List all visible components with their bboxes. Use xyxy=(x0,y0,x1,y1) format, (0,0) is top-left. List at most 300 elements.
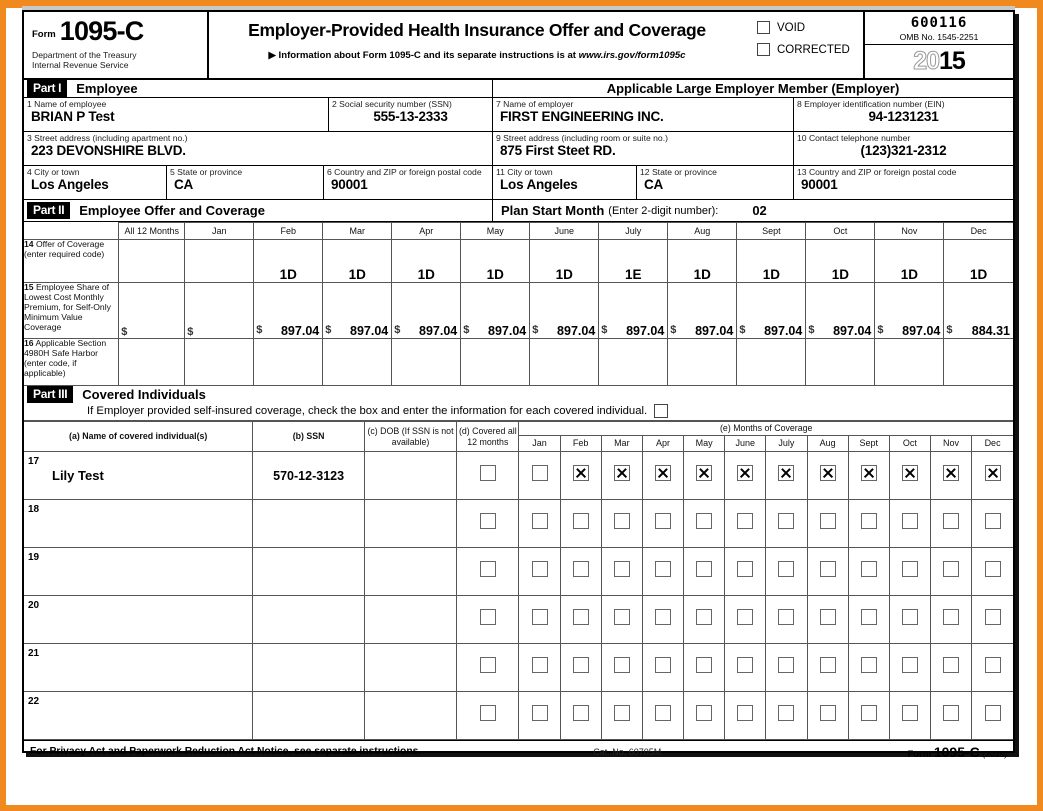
line16-feb[interactable] xyxy=(254,339,323,386)
month-checkbox[interactable] xyxy=(737,561,753,577)
line16-nov[interactable] xyxy=(875,339,944,386)
month-checkbox[interactable] xyxy=(985,705,1001,721)
line15-number: 15 xyxy=(24,282,34,292)
month-checkbox-cell-nov[interactable] xyxy=(930,596,971,644)
month-checkbox-cell-jan[interactable] xyxy=(519,596,560,644)
covered-ssn-cell[interactable] xyxy=(253,596,364,644)
field-4-label: 4 City or town xyxy=(27,167,80,177)
month-checkbox[interactable] xyxy=(614,657,630,673)
month-checkbox-cell-may[interactable] xyxy=(684,692,725,740)
line16-apr[interactable] xyxy=(392,339,461,386)
month-checkbox[interactable] xyxy=(655,657,671,673)
month-checkbox-cell-feb[interactable] xyxy=(560,500,601,548)
part2-corner-cell xyxy=(24,223,119,240)
month-checkbox-cell-nov[interactable] xyxy=(930,500,971,548)
month-checkbox-cell-may[interactable] xyxy=(684,500,725,548)
month-checkbox-cell-aug[interactable] xyxy=(807,692,848,740)
month-checkbox[interactable] xyxy=(778,465,794,481)
line14-label: Offer of Coverage (enter required code) xyxy=(24,239,105,259)
month-checkbox-cell-dec[interactable] xyxy=(972,692,1013,740)
month-checkbox[interactable] xyxy=(696,609,712,625)
col-b-label: (b) SSN xyxy=(292,431,325,442)
month-checkbox[interactable] xyxy=(820,465,836,481)
month-checkbox-cell-feb[interactable] xyxy=(560,644,601,692)
line14-nov[interactable]: 1D xyxy=(875,240,944,283)
field-employee-name[interactable] xyxy=(24,98,329,131)
page-title: Employer-Provided Health Insurance Offer and Coverage xyxy=(248,20,706,40)
month-checkbox[interactable] xyxy=(614,465,630,481)
month-checkbox-cell-may[interactable] xyxy=(684,596,725,644)
privacy-notice: For Privacy Act and Paperwork Reduction Act Notice, see separate instructions. xyxy=(30,746,422,757)
month-checkbox[interactable] xyxy=(655,609,671,625)
form-header xyxy=(24,12,1013,80)
covered-name-cell[interactable] xyxy=(24,452,253,500)
line14-jan[interactable] xyxy=(185,240,254,283)
line15-label: Employee Share of Lowest Cost Monthly Premium, for Self-Only Minimum Value Coverage xyxy=(24,282,111,332)
line14-sept[interactable]: 1D xyxy=(737,240,806,283)
row-number: 19 xyxy=(28,552,40,563)
month-checkbox[interactable] xyxy=(820,657,836,673)
field-employee-state[interactable] xyxy=(167,166,324,199)
month-checkbox[interactable] xyxy=(902,465,918,481)
line15-oct[interactable] xyxy=(806,283,875,339)
month-checkbox-cell-jan[interactable] xyxy=(519,548,560,596)
covered-all12-cell[interactable] xyxy=(457,500,519,548)
month-checkbox-cell-dec[interactable] xyxy=(972,500,1013,548)
line15-july-amount: 897.04 xyxy=(626,324,665,338)
all12-checkbox[interactable] xyxy=(480,609,496,625)
month-checkbox-cell-nov[interactable] xyxy=(930,692,971,740)
month-checkbox-cell-dec[interactable] xyxy=(972,644,1013,692)
month-checkbox[interactable] xyxy=(737,465,753,481)
part3-title: Covered Individuals xyxy=(82,387,206,402)
month-checkbox[interactable] xyxy=(532,609,548,625)
covered-name-value xyxy=(24,708,52,723)
month-checkbox[interactable] xyxy=(861,561,877,577)
void-row[interactable] xyxy=(757,21,863,34)
all12-checkbox[interactable] xyxy=(480,657,496,673)
employer-section-title: Applicable Large Employer Member (Employer) xyxy=(606,81,900,96)
covered-all12-cell[interactable] xyxy=(457,644,519,692)
covered-name-value xyxy=(24,612,52,627)
month-checkbox-cell-aug[interactable] xyxy=(807,644,848,692)
line15-label-cell xyxy=(24,283,119,339)
field-employer-name[interactable] xyxy=(493,98,794,131)
month-checkbox-cell-nov[interactable] xyxy=(930,644,971,692)
covered-name-cell[interactable] xyxy=(24,548,253,596)
month-checkbox-cell-july[interactable] xyxy=(766,500,807,548)
month-checkbox[interactable] xyxy=(696,465,712,481)
month-checkbox-cell-oct[interactable] xyxy=(889,644,930,692)
covered-dob-cell[interactable] xyxy=(364,452,456,500)
line15-all12[interactable] xyxy=(119,283,185,339)
month-checkbox-cell-aug[interactable] xyxy=(807,452,848,500)
month-checkbox[interactable] xyxy=(655,513,671,529)
month-checkbox-cell-jan[interactable] xyxy=(519,644,560,692)
month-checkbox[interactable] xyxy=(820,561,836,577)
col-c-label: (c) DOB (If SSN is not available) xyxy=(367,426,454,447)
form-identity-block xyxy=(24,12,209,78)
instructions-text: ▶ Information about Form 1095-C and its separate instructions is at xyxy=(268,50,579,61)
line14-oct[interactable]: 1D xyxy=(806,240,875,283)
month-checkbox-cell-jan[interactable] xyxy=(519,692,560,740)
month-checkbox-cell-mar[interactable] xyxy=(601,692,642,740)
all12-checkbox[interactable] xyxy=(480,465,496,481)
line15-mar[interactable] xyxy=(323,283,392,339)
month-checkbox[interactable] xyxy=(696,705,712,721)
part1-tag: Part I xyxy=(27,80,67,97)
line15-sept[interactable] xyxy=(737,283,806,339)
month-checkbox[interactable] xyxy=(778,513,794,529)
field-2-value: 555-13-2333 xyxy=(373,108,448,124)
field-9-value: 875 First Steet RD. xyxy=(500,142,616,158)
line15-dec[interactable] xyxy=(944,283,1013,339)
covered-name-value xyxy=(24,660,52,675)
month-checkbox-cell-sept[interactable] xyxy=(848,644,889,692)
month-checkbox-cell-aug[interactable] xyxy=(807,500,848,548)
month-checkbox-cell-july[interactable] xyxy=(766,548,807,596)
part2-col-june: June xyxy=(530,223,599,240)
part3-col-all12 xyxy=(457,422,519,452)
month-checkbox[interactable] xyxy=(902,561,918,577)
ocr-code: 600116 xyxy=(910,15,968,31)
month-checkbox[interactable] xyxy=(614,513,630,529)
month-checkbox[interactable] xyxy=(532,705,548,721)
table-row xyxy=(24,548,1013,596)
line16-jan[interactable] xyxy=(185,339,254,386)
irs-url: www.irs.gov/form1095c xyxy=(578,50,686,61)
month-checkbox[interactable] xyxy=(861,513,877,529)
covered-all12-cell[interactable] xyxy=(457,692,519,740)
row-number: 18 xyxy=(28,504,40,515)
month-checkbox-cell-apr[interactable] xyxy=(642,452,683,500)
field-employer-ein[interactable] xyxy=(794,98,1013,131)
currency-symbol: $ xyxy=(601,324,608,336)
tax-year-suffix: 15 xyxy=(939,47,965,75)
field-employer-phone[interactable] xyxy=(794,132,1013,165)
field-8-value: 94-1231231 xyxy=(868,108,939,124)
month-checkbox[interactable] xyxy=(737,609,753,625)
field-employer-zip[interactable] xyxy=(794,166,1013,199)
covered-ssn-cell[interactable] xyxy=(253,500,364,548)
corrected-checkbox[interactable] xyxy=(757,43,770,56)
corrected-row[interactable] xyxy=(757,43,863,56)
line16-all12[interactable] xyxy=(119,339,185,386)
month-checkbox-cell-nov[interactable] xyxy=(930,548,971,596)
month-checkbox[interactable] xyxy=(861,465,877,481)
line15-feb[interactable] xyxy=(254,283,323,339)
month-checkbox-cell-sept[interactable] xyxy=(848,500,889,548)
currency-symbol: $ xyxy=(946,324,953,336)
month-checkbox-cell-sept[interactable] xyxy=(848,548,889,596)
month-checkbox-cell-june[interactable] xyxy=(725,644,766,692)
footer-form-word: Form xyxy=(907,748,932,760)
line15-nov[interactable] xyxy=(875,283,944,339)
plan-start-month-field[interactable] xyxy=(493,203,1013,218)
month-checkbox[interactable] xyxy=(696,561,712,577)
month-checkbox[interactable] xyxy=(614,705,630,721)
part3-month-june: June xyxy=(725,435,766,451)
currency-symbol: $ xyxy=(877,324,884,336)
line14-dec[interactable]: 1D xyxy=(944,240,1013,283)
month-checkbox[interactable] xyxy=(943,705,959,721)
line15-sept-amount: 897.04 xyxy=(764,324,803,338)
month-checkbox-cell-dec[interactable] xyxy=(972,596,1013,644)
month-checkbox-cell-june[interactable] xyxy=(725,452,766,500)
part2-col-sept: Sept xyxy=(737,223,806,240)
covered-dob-cell[interactable] xyxy=(364,596,456,644)
month-checkbox-cell-aug[interactable] xyxy=(807,596,848,644)
line14-june[interactable]: 1D xyxy=(530,240,599,283)
line15-june[interactable] xyxy=(530,283,599,339)
month-checkbox[interactable] xyxy=(902,657,918,673)
month-checkbox[interactable] xyxy=(820,513,836,529)
month-checkbox[interactable] xyxy=(985,657,1001,673)
month-checkbox[interactable] xyxy=(778,705,794,721)
month-checkbox-cell-july[interactable] xyxy=(766,644,807,692)
field-employer-city[interactable] xyxy=(493,166,637,199)
month-checkbox-cell-jan[interactable] xyxy=(519,500,560,548)
self-insured-checkbox[interactable] xyxy=(654,404,668,418)
line14-may[interactable]: 1D xyxy=(461,240,530,283)
covered-ssn-cell[interactable] xyxy=(253,548,364,596)
month-checkbox[interactable] xyxy=(532,561,548,577)
line14-july[interactable]: 1E xyxy=(599,240,668,283)
line14-mar[interactable]: 1D xyxy=(323,240,392,283)
month-checkbox[interactable] xyxy=(820,609,836,625)
line15-dec-amount: 884.31 xyxy=(971,324,1010,338)
month-checkbox[interactable] xyxy=(861,657,877,673)
month-checkbox-cell-feb[interactable] xyxy=(560,452,601,500)
line14-aug[interactable]: 1D xyxy=(668,240,737,283)
month-checkbox-cell-july[interactable] xyxy=(766,692,807,740)
covered-name-cell[interactable] xyxy=(24,596,253,644)
month-checkbox-cell-apr[interactable] xyxy=(642,500,683,548)
table-row xyxy=(24,500,1013,548)
month-checkbox-cell-mar[interactable] xyxy=(601,452,642,500)
month-checkbox-cell-oct[interactable] xyxy=(889,596,930,644)
month-checkbox-cell-mar[interactable] xyxy=(601,596,642,644)
month-checkbox[interactable] xyxy=(573,513,589,529)
form-instructions-line xyxy=(209,50,745,61)
part2-col-july: July xyxy=(599,223,668,240)
month-checkbox[interactable] xyxy=(778,657,794,673)
month-checkbox-cell-nov[interactable] xyxy=(930,452,971,500)
line14-all12[interactable] xyxy=(119,240,185,283)
month-checkbox[interactable] xyxy=(573,657,589,673)
field-employer-state[interactable] xyxy=(637,166,794,199)
field-8-label: 8 Employer identification number (EIN) xyxy=(797,99,945,109)
month-checkbox-cell-feb[interactable] xyxy=(560,548,601,596)
currency-symbol: $ xyxy=(187,326,194,338)
line15-aug[interactable] xyxy=(668,283,737,339)
covered-ssn-cell[interactable]: 570-12-3123 xyxy=(253,452,364,500)
month-checkbox[interactable] xyxy=(573,561,589,577)
month-checkbox[interactable] xyxy=(778,609,794,625)
month-checkbox-cell-sept[interactable] xyxy=(848,596,889,644)
month-checkbox[interactable] xyxy=(985,513,1001,529)
month-checkbox[interactable] xyxy=(737,705,753,721)
month-checkbox-cell-july[interactable] xyxy=(766,452,807,500)
month-checkbox-cell-dec[interactable] xyxy=(972,452,1013,500)
field-12-value: CA xyxy=(644,176,664,192)
month-checkbox-cell-feb[interactable] xyxy=(560,596,601,644)
month-checkbox[interactable] xyxy=(532,657,548,673)
month-checkbox-cell-sept[interactable] xyxy=(848,452,889,500)
month-checkbox[interactable] xyxy=(943,657,959,673)
month-checkbox-cell-jan[interactable] xyxy=(519,452,560,500)
month-checkbox-cell-apr[interactable] xyxy=(642,596,683,644)
month-checkbox[interactable] xyxy=(696,513,712,529)
covered-ssn-cell[interactable] xyxy=(253,692,364,740)
field-employee-zip[interactable] xyxy=(324,166,493,199)
month-checkbox-cell-june[interactable] xyxy=(725,548,766,596)
month-checkbox[interactable] xyxy=(614,561,630,577)
month-checkbox[interactable] xyxy=(985,465,1001,481)
all12-checkbox[interactable] xyxy=(480,513,496,529)
month-checkbox-cell-may[interactable] xyxy=(684,548,725,596)
covered-name-cell[interactable] xyxy=(24,500,253,548)
month-checkbox-cell-apr[interactable] xyxy=(642,692,683,740)
covered-dob-cell[interactable] xyxy=(364,500,456,548)
covered-all12-cell[interactable] xyxy=(457,452,519,500)
department-line-1: Department of the Treasury xyxy=(32,50,137,60)
month-checkbox[interactable] xyxy=(820,705,836,721)
month-checkbox-cell-oct[interactable] xyxy=(889,692,930,740)
month-checkbox-cell-sept[interactable] xyxy=(848,692,889,740)
month-checkbox[interactable] xyxy=(655,705,671,721)
month-checkbox[interactable] xyxy=(902,609,918,625)
page-right-shadow xyxy=(1015,14,1019,757)
month-checkbox-cell-oct[interactable] xyxy=(889,500,930,548)
field-employee-ssn[interactable] xyxy=(329,98,493,131)
month-checkbox[interactable] xyxy=(573,465,589,481)
line16-dec[interactable] xyxy=(944,339,1013,386)
month-checkbox[interactable] xyxy=(943,561,959,577)
all12-checkbox[interactable] xyxy=(480,561,496,577)
month-checkbox[interactable] xyxy=(614,609,630,625)
currency-symbol: $ xyxy=(121,326,128,338)
part2-col-all12: All 12 Months xyxy=(119,223,185,240)
covered-name-cell[interactable] xyxy=(24,644,253,692)
covered-all12-cell[interactable] xyxy=(457,548,519,596)
field-4-value: Los Angeles xyxy=(31,176,109,192)
field-employee-street[interactable] xyxy=(24,132,493,165)
month-checkbox[interactable] xyxy=(985,561,1001,577)
month-checkbox-cell-may[interactable] xyxy=(684,644,725,692)
month-checkbox[interactable] xyxy=(737,513,753,529)
part3-month-may: May xyxy=(684,435,725,451)
line15-jan[interactable] xyxy=(185,283,254,339)
month-checkbox-cell-apr[interactable] xyxy=(642,644,683,692)
covered-name-value: Lily Test xyxy=(52,468,104,483)
month-checkbox-cell-dec[interactable] xyxy=(972,548,1013,596)
line16-mar[interactable] xyxy=(323,339,392,386)
line16-may[interactable] xyxy=(461,339,530,386)
omb-number: OMB No. 1545-2251 xyxy=(865,32,1013,45)
line16-sept[interactable] xyxy=(737,339,806,386)
field-11-value: Los Angeles xyxy=(500,176,578,192)
month-checkbox[interactable] xyxy=(985,609,1001,625)
line15-apr[interactable] xyxy=(392,283,461,339)
field-11-label: 11 City or town xyxy=(496,167,553,177)
covered-dob-cell[interactable] xyxy=(364,692,456,740)
month-checkbox[interactable] xyxy=(532,465,548,481)
month-checkbox-cell-mar[interactable] xyxy=(601,548,642,596)
month-checkbox[interactable] xyxy=(778,561,794,577)
void-checkbox[interactable] xyxy=(757,21,770,34)
month-checkbox[interactable] xyxy=(573,705,589,721)
month-checkbox[interactable] xyxy=(902,513,918,529)
plan-start-month-hint: (Enter 2-digit number): xyxy=(608,204,719,217)
line15-july[interactable] xyxy=(599,283,668,339)
corrected-label: CORRECTED xyxy=(777,43,850,56)
field-3-value: 223 DEVONSHIRE BLVD. xyxy=(31,142,186,158)
month-checkbox[interactable] xyxy=(943,465,959,481)
month-checkbox-cell-july[interactable] xyxy=(766,596,807,644)
month-checkbox[interactable] xyxy=(737,657,753,673)
month-checkbox-cell-mar[interactable] xyxy=(601,500,642,548)
field-employee-city[interactable] xyxy=(24,166,167,199)
line15-feb-amount: 897.04 xyxy=(280,324,320,338)
covered-dob-cell[interactable] xyxy=(364,548,456,596)
month-checkbox-cell-june[interactable] xyxy=(725,596,766,644)
month-checkbox[interactable] xyxy=(696,657,712,673)
month-checkbox[interactable] xyxy=(655,465,671,481)
line15-june-amount: 897.04 xyxy=(557,324,596,338)
line15-may[interactable] xyxy=(461,283,530,339)
month-checkbox-cell-june[interactable] xyxy=(725,500,766,548)
field-10-value: (123)321-2312 xyxy=(860,142,947,158)
month-checkbox-cell-feb[interactable] xyxy=(560,692,601,740)
month-checkbox-cell-june[interactable] xyxy=(725,692,766,740)
month-checkbox-cell-apr[interactable] xyxy=(642,548,683,596)
line14-apr[interactable]: 1D xyxy=(392,240,461,283)
all12-checkbox[interactable] xyxy=(480,705,496,721)
field-employer-street[interactable] xyxy=(493,132,794,165)
col-e-label: (e) Months of Coverage xyxy=(720,423,813,434)
field-9-label: 9 Street address (including room or suite no.) xyxy=(496,133,668,143)
month-checkbox-cell-may[interactable] xyxy=(684,452,725,500)
month-checkbox[interactable] xyxy=(861,609,877,625)
line15-oct-amount: 897.04 xyxy=(833,324,872,338)
month-checkbox[interactable] xyxy=(943,513,959,529)
covered-ssn-cell[interactable] xyxy=(253,644,364,692)
month-checkbox-cell-oct[interactable] xyxy=(889,548,930,596)
covered-dob-cell[interactable] xyxy=(364,644,456,692)
month-checkbox[interactable] xyxy=(532,513,548,529)
line14-feb[interactable]: 1D xyxy=(254,240,323,283)
line16-oct[interactable] xyxy=(806,339,875,386)
covered-all12-cell[interactable] xyxy=(457,596,519,644)
month-checkbox[interactable] xyxy=(573,609,589,625)
month-checkbox[interactable] xyxy=(943,609,959,625)
month-checkbox[interactable] xyxy=(655,561,671,577)
field-7-label: 7 Name of employer xyxy=(496,99,574,109)
month-checkbox-cell-aug[interactable] xyxy=(807,548,848,596)
month-checkbox[interactable] xyxy=(902,705,918,721)
month-checkbox[interactable] xyxy=(861,705,877,721)
line16-june[interactable] xyxy=(530,339,599,386)
covered-name-cell[interactable] xyxy=(24,692,253,740)
field-2-label: 2 Social security number (SSN) xyxy=(332,99,452,109)
line16-aug[interactable] xyxy=(668,339,737,386)
month-checkbox-cell-oct[interactable] xyxy=(889,452,930,500)
line16-july[interactable] xyxy=(599,339,668,386)
currency-symbol: $ xyxy=(463,324,470,336)
plan-start-month-label: Plan Start Month xyxy=(501,203,605,218)
month-checkbox-cell-mar[interactable] xyxy=(601,644,642,692)
